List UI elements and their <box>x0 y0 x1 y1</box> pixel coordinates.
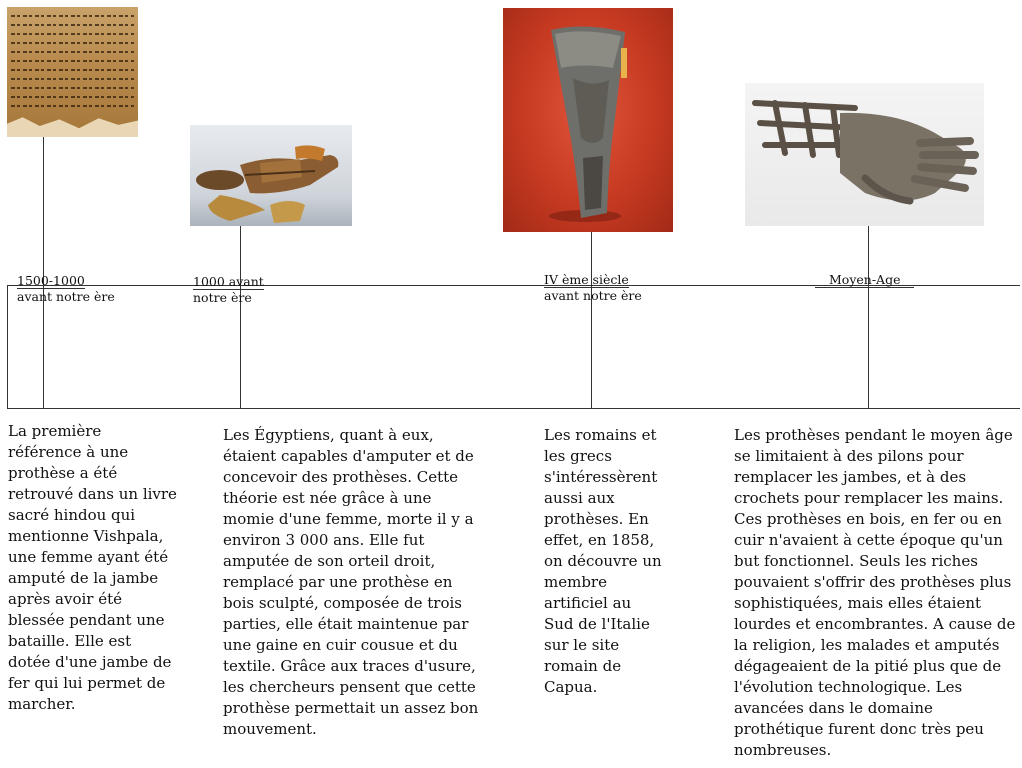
date-line-3b: avant notre ère <box>544 288 642 303</box>
date-line-1a: 1500-1000 <box>17 273 85 288</box>
connector-2 <box>240 226 241 409</box>
paragraph-4: Les prothèses pendant le moyen âge se limitaient à des pilons pour remplacer les jambes, et à des crochets pour remplacer les mains. Ces prothèses en bois, en fer ou en cuir n'avaient à cette époque qu'un but fonctionnel. Seuls les riches pouvaient s'offrir des prothèses plus sophistiquées, mais elles étaient lourdes et encombrantes. A cause de la religion, les malades et amputés dégageaient de la pitié plus que de l'évolution technologique. Les avancées dans le domaine prothétique furent donc très peu nombreuses. <box>734 426 1016 759</box>
date-label-2 <box>193 274 313 306</box>
date-line-2a: 1000 avant <box>193 274 264 289</box>
date-line-4a: Moyen-Age <box>815 272 914 288</box>
toe-prosthesis-image <box>190 125 352 226</box>
paragraph-1: La première référence à une prothèse a été retrouvé dans un livre sacré hindou qui mentionne Vishpala, une femme ayant été amputé de la jambe après avoir été blessée pendant une bataille. Elle est dotée d'une jambe de fer qui lui permet de marcher. <box>8 422 177 713</box>
date-label-1 <box>17 273 157 305</box>
hand-prosthesis-image <box>745 83 984 226</box>
manuscript-image <box>7 7 138 137</box>
leg-prosthesis-image <box>503 8 673 232</box>
date-label-4 <box>815 272 915 288</box>
paragraph-3: Les romains et les grecs s'intéressèrent aussi aux prothèses. En effet, en 1858, on découvre un membre artificiel au Sud de l'Italie sur le site romain de Capua. <box>544 426 662 696</box>
connector-3 <box>591 232 592 409</box>
date-label-3 <box>544 272 694 304</box>
date-line-1b: avant notre ère <box>17 289 115 304</box>
date-line-2b: notre ère <box>193 290 252 305</box>
date-line-3a: IV ème siècle <box>544 272 629 287</box>
connector-4 <box>868 226 869 409</box>
paragraph-2: Les Égyptiens, quant à eux, étaient capables d'amputer et de concevoir des prothèses. Cette théorie est née grâce à une momie d'une femme, morte il y a environ 3 000 ans. Elle fut amputée de son orteil droit, remplacé par une prothèse en bois sculpté, composée de trois parties, elle était maintenue par une gaine en cuir cousue et du textile. Grâce aux traces d'usure, les chercheurs pensent que cette prothèse permettait un assez bon mouvement. <box>223 426 479 738</box>
